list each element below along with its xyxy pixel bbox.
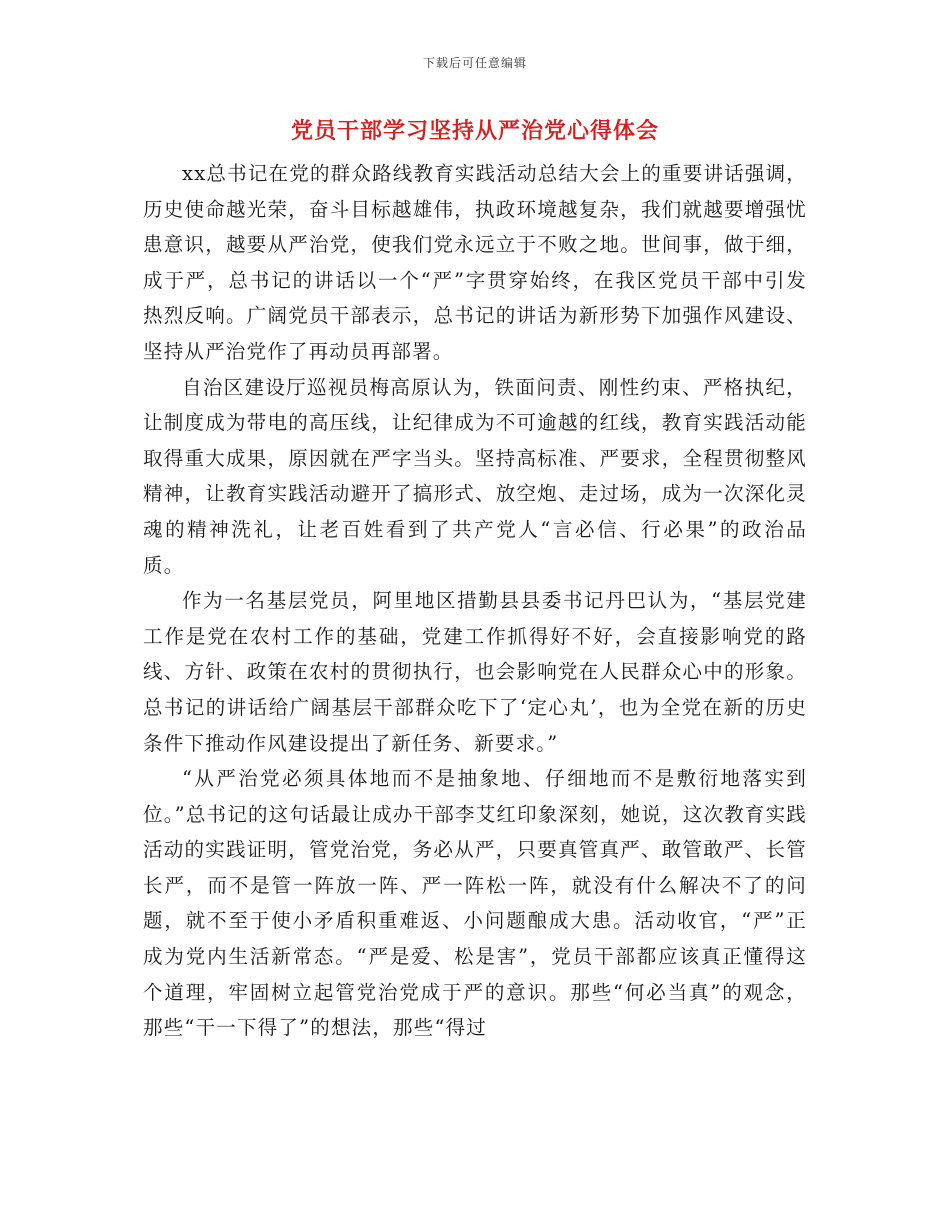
- document-body: [143, 156, 807, 1046]
- body-paragraph-1: xx总书记在党的群众路线教育实践活动总结大会上的重要讲话强调，历史使命越光荣，奋斗目标越雄伟，执政环境越复杂，我们就越要增强忧患意识，越要从严治党，使我们党永远立于不败之地。世间事，做于细，成于严，总书记的讲话以一个“严”字贯穿始终，在我区党员干部中引发热烈反响。广阔党员干部表示，总书记的讲话为新形势下加强作风建设、坚持从严治党作了再动员再部署。: [143, 162, 807, 363]
- body-paragraph-4: “从严治党必须具体地而不是抽象地、仔细地而不是敷衍地落实到位。”总书记的这句话最让成办干部李艾红印象深刻，她说，这次教育实践活动的实践证明，管党治党，务必从严，只要真管真严、敢管敢严、长管长严，而不是管一阵放一阵、严一阵松一阵，就没有什么解决不了的问题，就不至于使小矛盾积重难返、小问题酿成大患。活动收官，“严”正成为党内生活新常态。“严是爱、松是害”，党员干部都应该真正懂得这个道理，牢固树立起管党治党成于严的意识。那些“何必当真”的观念，那些“干一下得了”的想法，那些“得过: [143, 767, 807, 1040]
- body-paragraph-3: 作为一名基层党员，阿里地区措勤县县委书记丹巴认为，“基层党建工作是党在农村工作的基础，党建工作抓得好不好，会直接影响党的路线、方针、政策在农村的贯彻执行，也会影响党在人民群众心中的形象。总书记的讲话给广阔基层干部群众吃下了‘定心丸’，也为全党在新的历史条件下推动作风建设提出了新任务、新要求。”: [143, 589, 807, 755]
- document-title: 党员干部学习坚持从严治党心得体会: [290, 118, 659, 144]
- body-paragraph-2: 自治区建设厅巡视员梅高原认为，铁面问责、刚性约束、严格执纪，让制度成为带电的高压线，让纪律成为不可逾越的红线，教育实践活动能取得重大成果，原因就在严字当头。坚持高标准、严要求，全程贯彻整风精神，让教育实践活动避开了搞形式、放空炮、走过场，成为一次深化灵魂的精神洗礼，让老百姓看到了共产党人“言必信、行必果”的政治品质。: [143, 375, 807, 577]
- page-header-note: 下载后可任意编辑: [422, 56, 527, 70]
